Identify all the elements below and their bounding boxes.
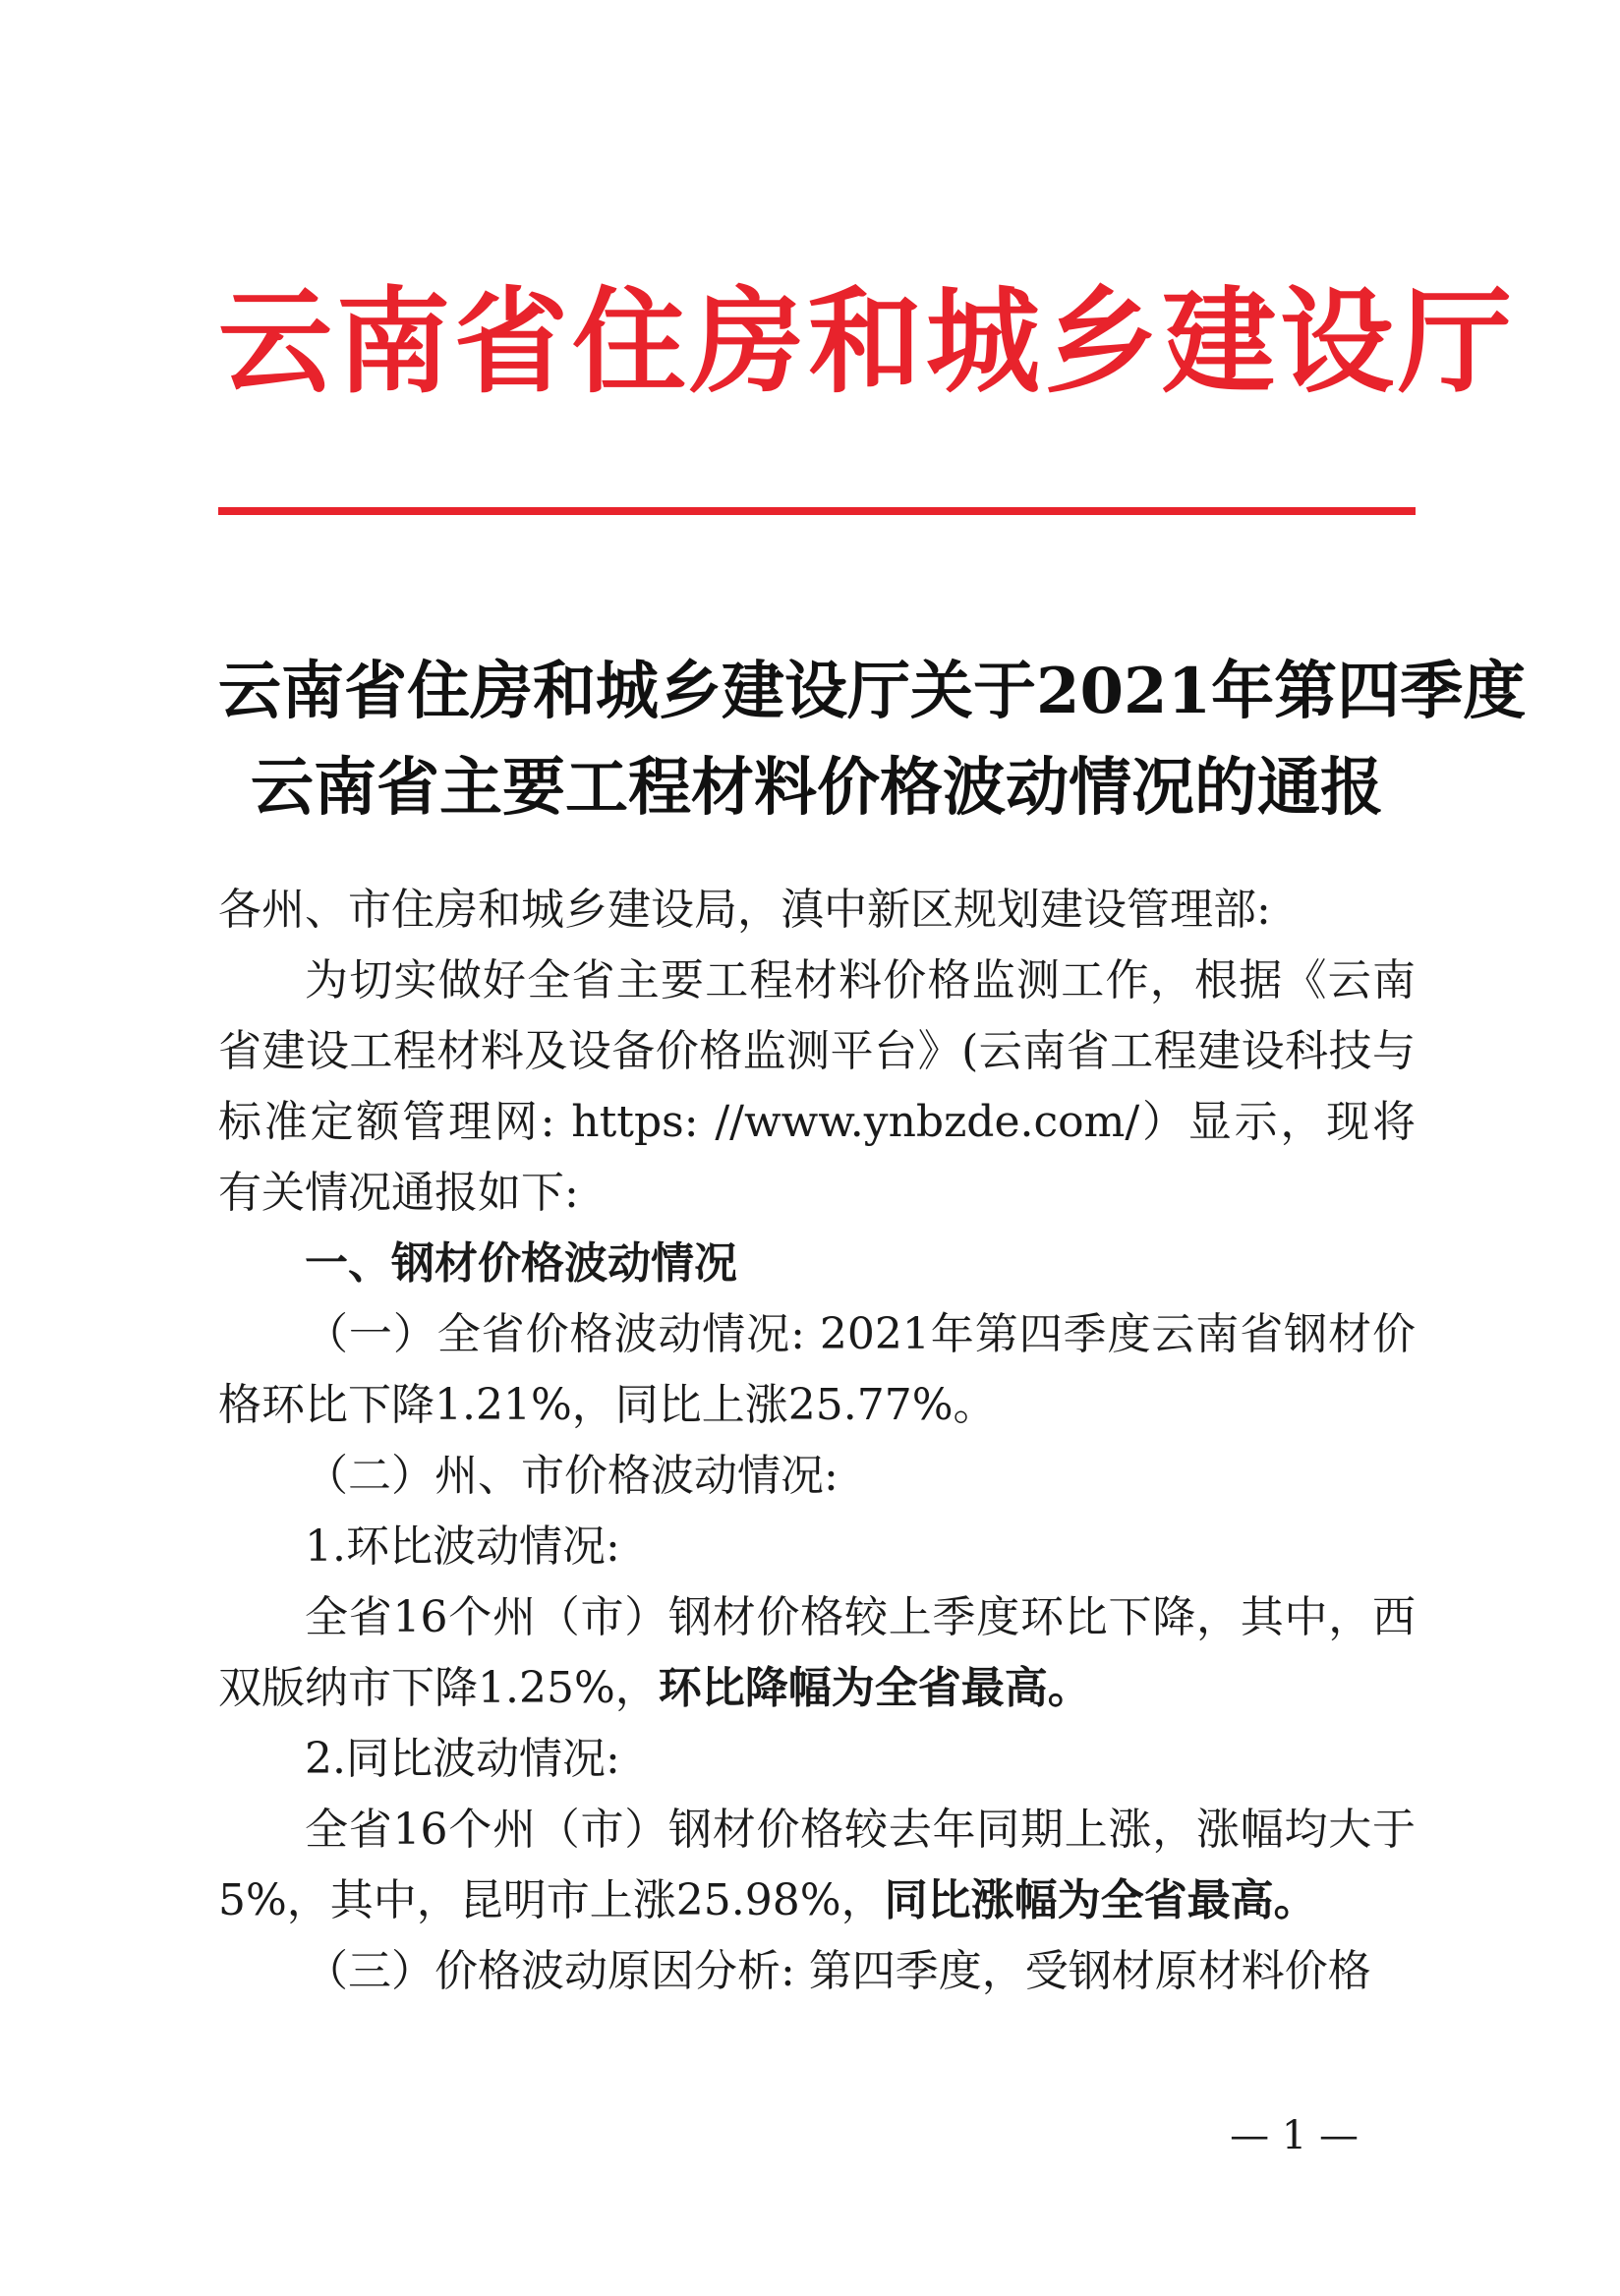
item-mom-heading: 1.环比波动情况: xyxy=(305,1521,620,1572)
item-yoy-text: 全省16个州（市）钢材价格较去年同期上涨，涨幅均大于5%，其中，昆明市上涨25.98%， xyxy=(218,1805,1416,1925)
section-heading-steel: 一、钢材价格波动情况 xyxy=(305,1238,737,1289)
intro-paragraph: 为切实做好全省主要工程材料价格监测工作，根据《云南省建设工程材料及设备价格监测平台》(云南省工程建设科技与标准定额管理网: https: //www.ynbzde.com/）显示，现将有关情况通报如下: xyxy=(218,955,1416,1218)
item-yoy-emphasis: 同比涨幅为全省最高。 xyxy=(884,1875,1317,1925)
item-mom-paragraph xyxy=(218,1582,1416,1724)
item-mom-emphasis: 环比降幅为全省最高。 xyxy=(658,1663,1091,1713)
subsection-prefecture-fluctuation: （二）州、市价格波动情况: xyxy=(305,1451,839,1501)
page-number: — 1 — xyxy=(1230,2113,1359,2158)
item-yoy-heading: 2.同比波动情况: xyxy=(305,1734,620,1784)
document-title-line-2: 云南省主要工程材料价格波动情况的通报 xyxy=(251,751,1383,825)
item-mom-text: 全省16个州（市）钢材价格较上季度环比下降，其中，西双版纳市下降1.25%， xyxy=(218,1592,1416,1713)
item-yoy-paragraph xyxy=(218,1795,1416,1936)
subsection-province-fluctuation: （一）全省价格波动情况: 2021年第四季度云南省钢材价格环比下降1.21%，同比上涨25.77%。 xyxy=(218,1309,1416,1430)
document-body xyxy=(218,875,1416,2007)
issuing-authority-header: 云南省住房和城乡建设厅 xyxy=(218,275,1516,409)
document-title-line-1: 云南省住房和城乡建设厅关于2021年第四季度 xyxy=(218,655,1527,728)
subsection-cause-analysis: （三）价格波动原因分析: 第四季度，受钢材原材料价格 xyxy=(305,1946,1371,1996)
addressee: 各州、市住房和城乡建设局，滇中新区规划建设管理部: xyxy=(218,885,1271,935)
red-header-rule xyxy=(218,507,1416,515)
